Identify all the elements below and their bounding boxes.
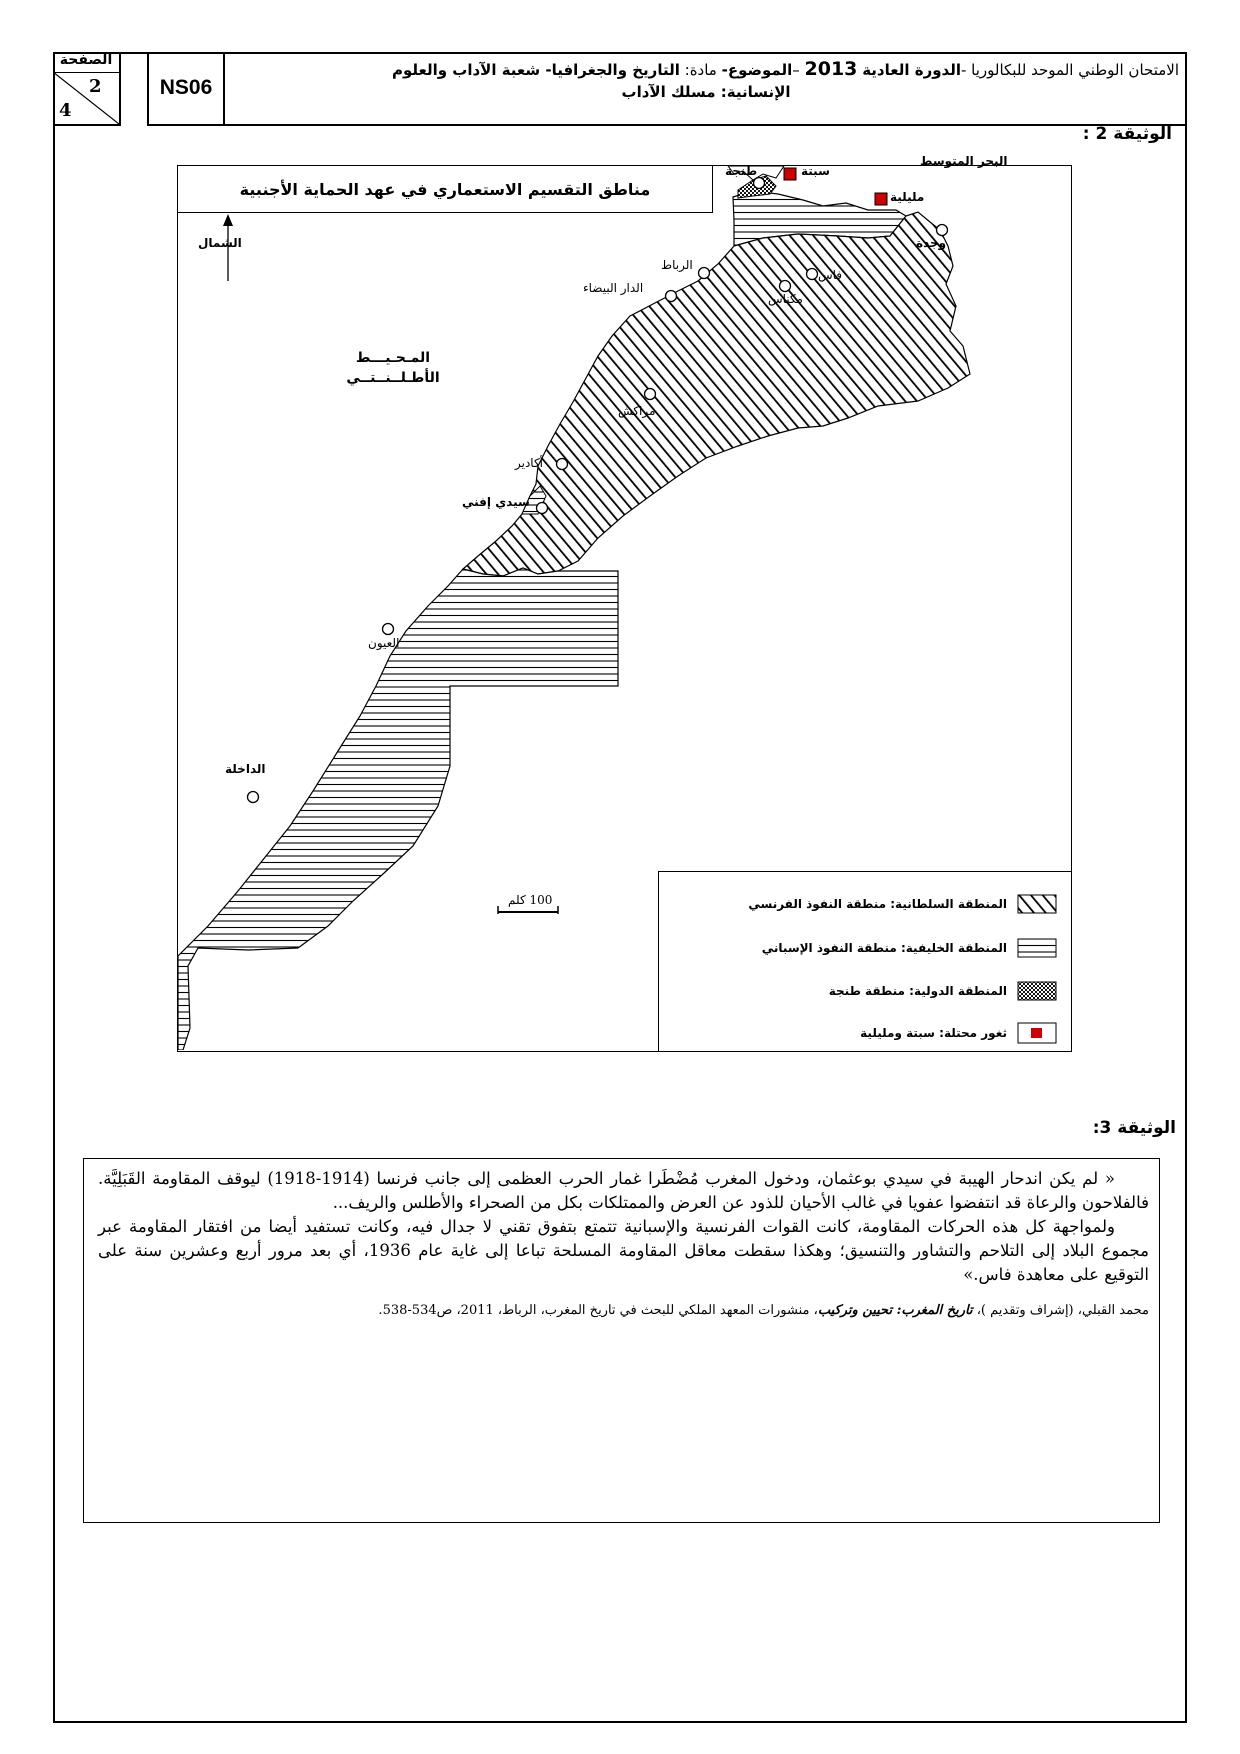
map-legend bbox=[658, 871, 1071, 1051]
exam-subject-label: الموضوع- bbox=[721, 61, 793, 79]
north-arrow-icon bbox=[223, 214, 233, 226]
legend-occupied-ports bbox=[860, 1022, 1057, 1044]
fes-label: فاس bbox=[818, 268, 843, 282]
exam-header-title bbox=[225, 52, 1187, 126]
source-publisher: ، منشورات المعهد الملكي للبحث في تاريخ المغرب، الرباط، 2011، ص534-538. bbox=[378, 1303, 818, 1318]
meknes-point bbox=[780, 281, 791, 292]
exam-session: الدورة العادية bbox=[862, 61, 961, 79]
matter-label: مادة: bbox=[684, 61, 717, 79]
colonial-division-map bbox=[177, 154, 1072, 1052]
french-zone bbox=[463, 212, 970, 576]
source-author: محمد القبلي، (إشراف وتقديم )، bbox=[972, 1303, 1149, 1318]
tanja-point bbox=[754, 178, 765, 189]
fes-point bbox=[807, 269, 818, 280]
agadir-point bbox=[557, 459, 568, 470]
doc3-label: الوثيقة 3: bbox=[1092, 1118, 1176, 1138]
legend-label-tangier: المنطقة الدولية: منطقة طنجة bbox=[828, 984, 1007, 998]
doc3-textbox bbox=[83, 1158, 1160, 1523]
map-title: مناطق التقسيم الاستعماري في عهد الحماية الأجنبية bbox=[178, 166, 713, 213]
page-total: 4 bbox=[59, 100, 72, 121]
legend-label-spanish: المنطقة الخليفية: منطقة النفوذ الإسباني bbox=[761, 941, 1007, 955]
subject-separator: – bbox=[792, 61, 800, 79]
rabat-point bbox=[699, 268, 710, 279]
laayoune-point bbox=[383, 624, 394, 635]
exam-code: NS06 bbox=[147, 52, 225, 126]
ocean-label bbox=[328, 348, 458, 388]
scale-label: 100 كلم bbox=[508, 893, 553, 907]
doc3-paragraph-2: ولمواجهة كل هذه الحركات المقاومة، كانت القوات الفرنسية والإسبانية تتمتع بتفوق تقني لا جدال فيه، وكانت تستفيد أيضا من افتقار المقاومة عبر مجموع البلاد إلى التلاحم والتشاور والتنسيق؛ وهكذا سقطت معاقل المقاومة المسلحة تباعا إلى غاية عام 1936، أي بعد مرور أربع وعشرين سنة على التوقيع على معاهدة فاس.» bbox=[98, 1217, 1149, 1284]
sebta-marker bbox=[784, 168, 796, 180]
diagonal-pattern-icon bbox=[1017, 894, 1057, 914]
dakhla-point bbox=[248, 792, 259, 803]
red-square-icon bbox=[1017, 1022, 1057, 1044]
oujda-label: وجدة bbox=[916, 236, 947, 250]
doc2-label: الوثيقة 2 : bbox=[1082, 124, 1172, 144]
sea-label: البحر المتوسط bbox=[920, 154, 1008, 168]
ocean-label-line2: الأطـلــنــتــي bbox=[346, 370, 440, 386]
casablanca-label: الدار البيضاء bbox=[583, 281, 644, 295]
doc3-source bbox=[98, 1301, 1149, 1321]
page-number: 2 bbox=[89, 76, 102, 97]
oujda-point bbox=[937, 225, 948, 236]
legend-label-french: المنطقة السلطانية: منطقة النفوذ الفرنسي bbox=[748, 897, 1007, 911]
dakhla-label: الداخلة bbox=[225, 762, 266, 776]
legend-tangier-zone bbox=[829, 981, 1057, 1001]
ocean-label-line1: المـحـيـــط bbox=[355, 350, 431, 366]
horizontal-pattern-icon bbox=[1017, 938, 1057, 958]
sebta-label: سبتة bbox=[801, 164, 830, 178]
melilla-label: مليلية bbox=[890, 190, 925, 204]
page-number-box bbox=[53, 52, 121, 126]
page-label: الصفحة bbox=[53, 52, 119, 73]
exam-year: 2013 bbox=[804, 58, 858, 80]
rabat-label: الرباط bbox=[661, 258, 693, 272]
melilla-marker bbox=[875, 193, 887, 205]
sidi-ifni-label: سيدي إفني bbox=[462, 495, 530, 509]
meknes-label: مكناس bbox=[768, 292, 803, 306]
sidi-ifni-point bbox=[537, 503, 548, 514]
north-label: الشمال bbox=[198, 236, 242, 250]
marrakech-point bbox=[645, 389, 656, 400]
exam-name: الامتحان الوطني الموحد للبكالوريا - bbox=[960, 61, 1179, 79]
legend-label-occupied: ثغور محتلة: سبتة ومليلية bbox=[860, 1026, 1007, 1040]
doc3-paragraph-1: « لم يكن اندحار الهيبة في سيدي بوعثمان، ودخول المغرب مُضْطَرا غمار الحرب العظمى إلى جانب فرنسا (1914-1918) ليوقف المقاومة القَبَلِيَّة. فالفلاحون والرعاة قد انتفضوا عفويا في غالب الأحيان للذود عن العرض والممتلكات بكل من الصحراء والأطلس والريف... bbox=[98, 1169, 1149, 1212]
exam-matter: التاريخ والجغرافيا- شعبة الآداب والعلوم bbox=[391, 61, 680, 79]
laayoune-label: العيون bbox=[368, 636, 400, 650]
source-title: تاريخ المغرب: تحيين وتركيب bbox=[817, 1303, 973, 1318]
legend-french-zone bbox=[748, 894, 1057, 914]
legend-spanish-zone bbox=[762, 938, 1057, 958]
agadir-label: أكادير bbox=[515, 456, 544, 470]
dotted-pattern-icon bbox=[1017, 981, 1057, 1001]
casablanca-point bbox=[666, 291, 677, 302]
exam-track: الإنسانية: مسلك الآداب bbox=[621, 83, 791, 101]
tanja-label: طنجة bbox=[725, 164, 758, 178]
marrakech-label: مراكش bbox=[618, 404, 656, 418]
